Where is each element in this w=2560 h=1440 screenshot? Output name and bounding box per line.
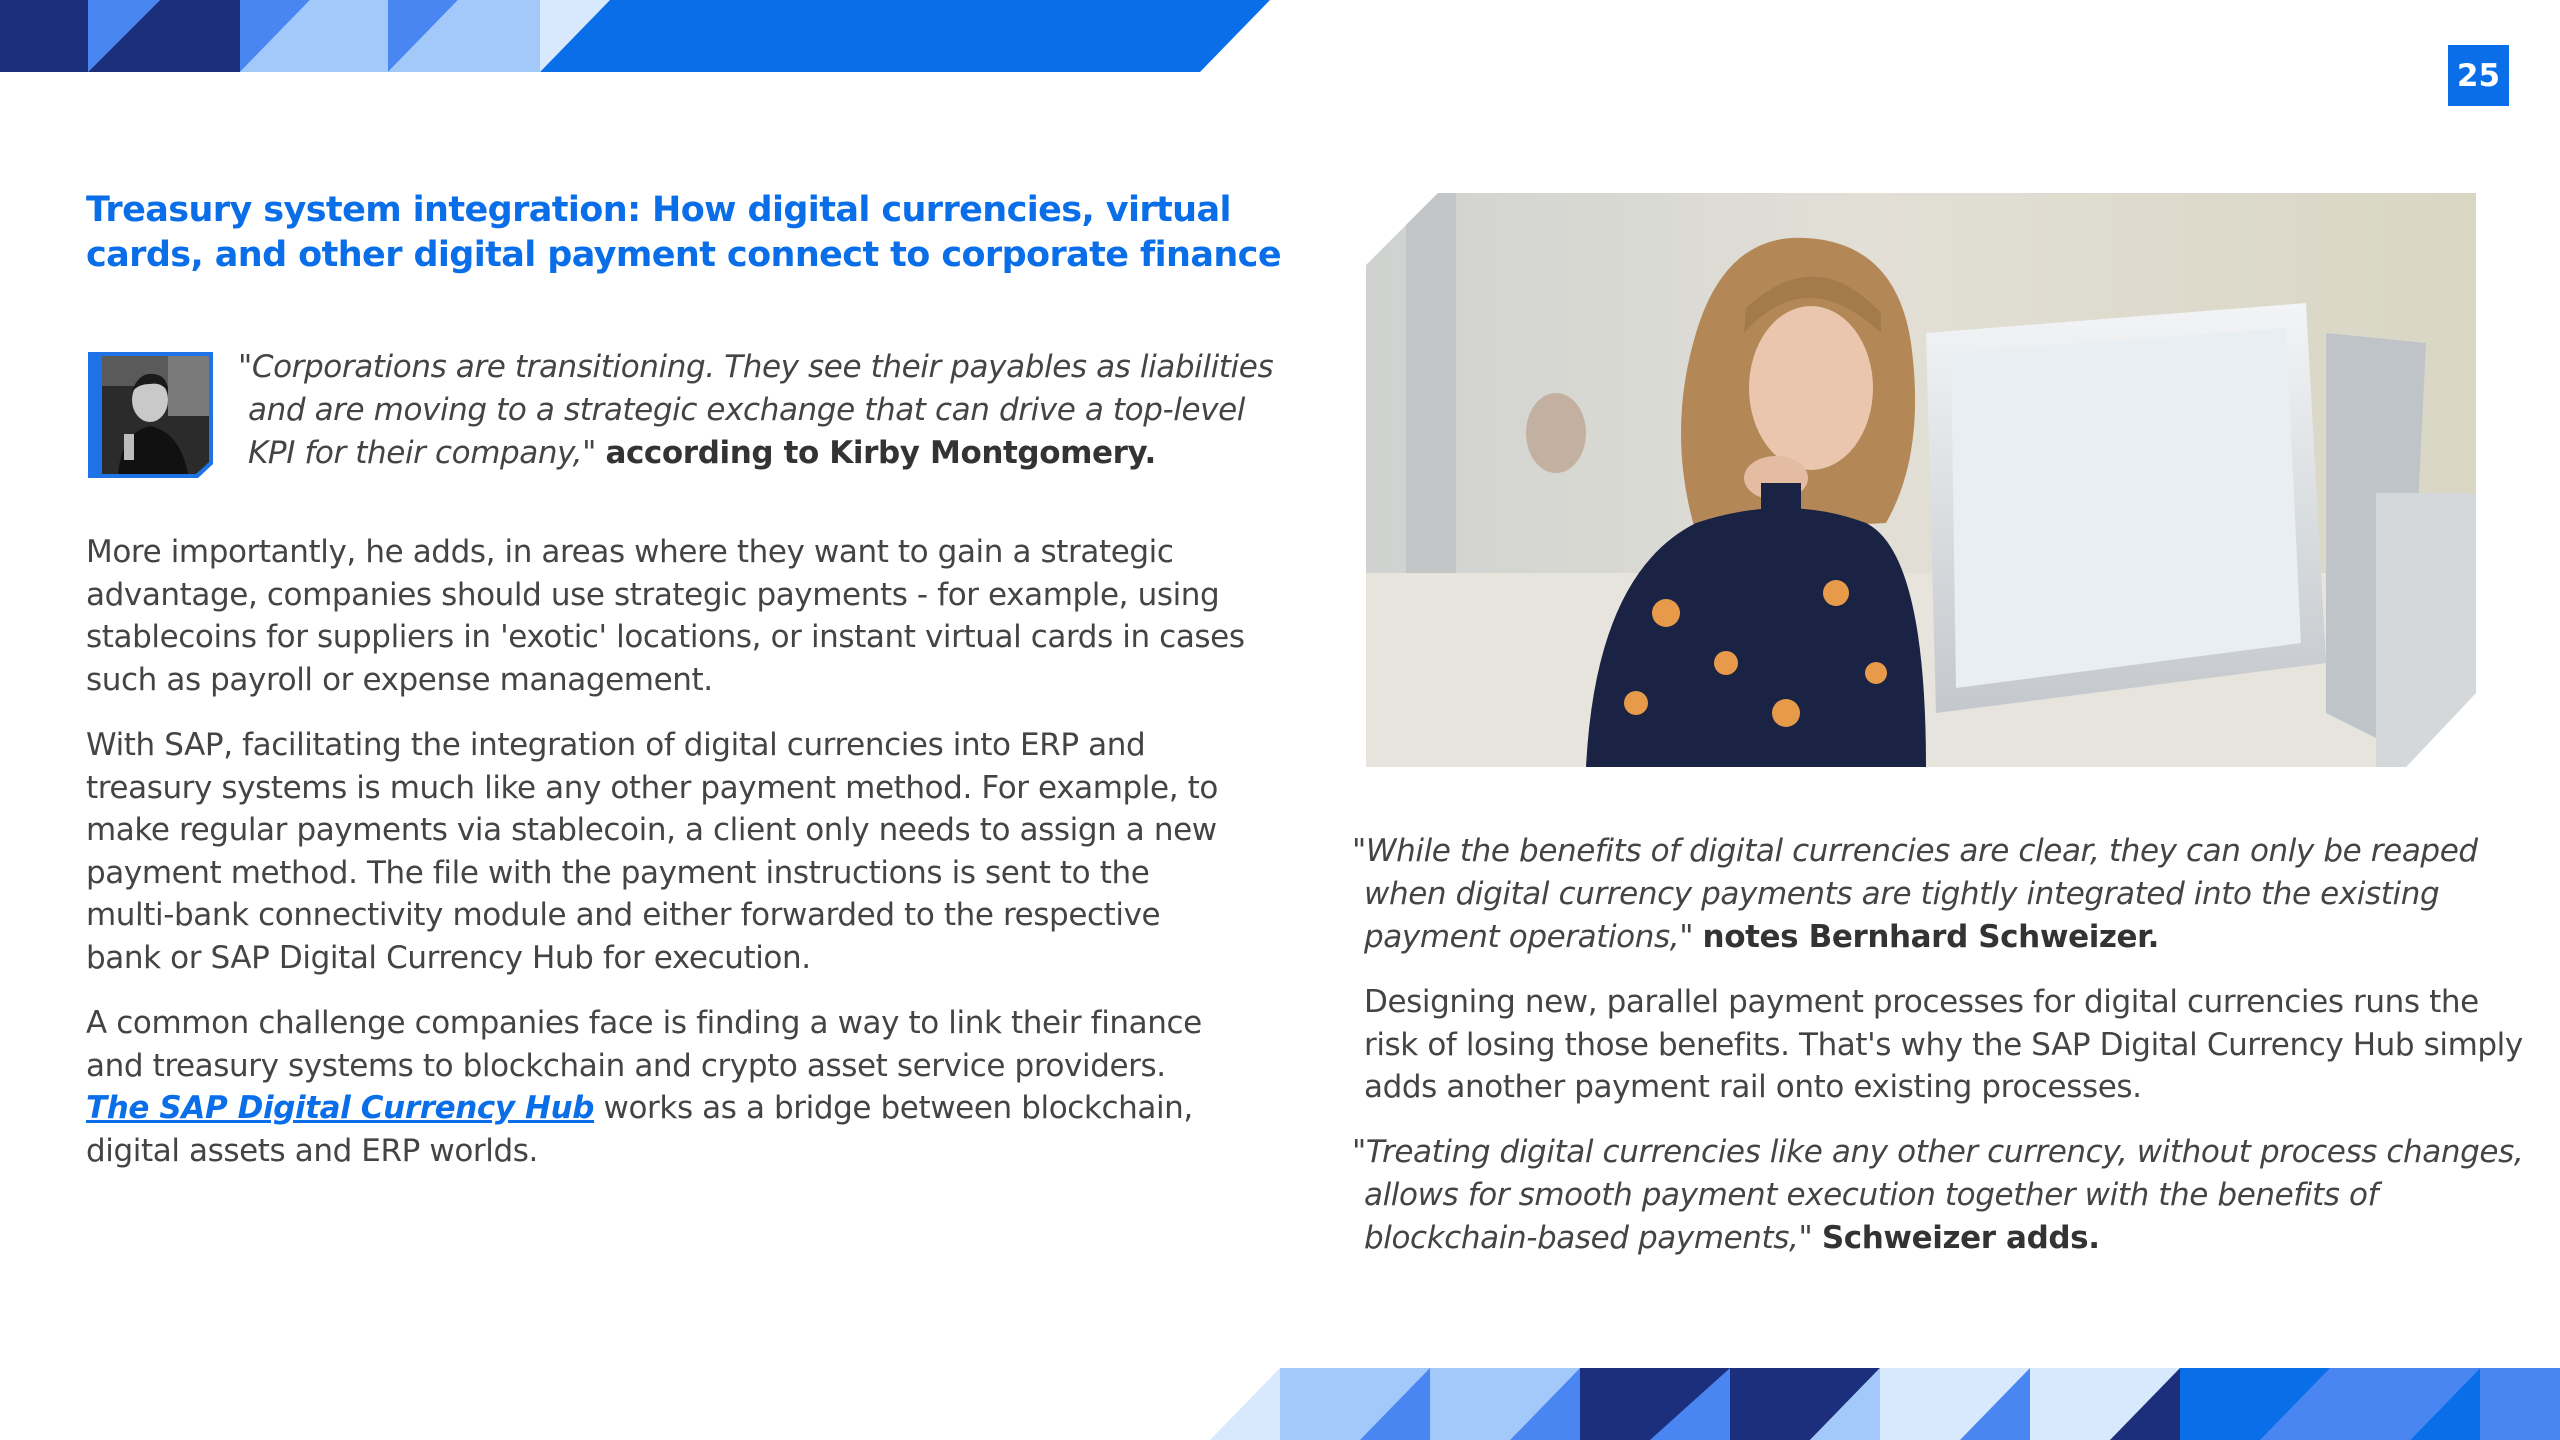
- quote-attribution: notes Bernhard Schweizer.: [1702, 919, 2160, 955]
- paragraph-line: Designing new, parallel payment processes for digital currencies runs the: [1364, 984, 2479, 1020]
- sap-digital-currency-hub-link[interactable]: The SAP Digital Currency Hub: [86, 1090, 595, 1126]
- paragraph-line: and treasury systems to blockchain and crypto asset service providers.: [86, 1047, 1166, 1084]
- page-title: [86, 188, 1281, 278]
- quote-line: [1352, 916, 2512, 959]
- paragraph-line: payment method. The file with the payment instructions is sent to the: [86, 854, 1150, 891]
- paragraph-line: multi-bank connectivity module and either forwarded to the respective: [86, 897, 1161, 933]
- quote-line: [1352, 1217, 2552, 1260]
- quote-text: payment operations,": [1364, 919, 1694, 955]
- paragraph-text: works as a bridge between blockchain,: [594, 1090, 1193, 1126]
- page-number: 25: [2448, 45, 2509, 106]
- paragraph-line: digital assets and ERP worlds.: [86, 1132, 538, 1169]
- paragraph-line: make regular payments via stablecoin, a client only needs to assign a new: [86, 812, 1217, 848]
- paragraph-sap-integration: [86, 724, 1246, 979]
- quote-schweizer-adds: [1352, 1131, 2552, 1260]
- speaker-portrait-image: [88, 352, 213, 478]
- quote-line: and are moving to a strategic exchange that can drive a top-level: [248, 392, 1246, 428]
- woman-at-computer-photo: [1366, 193, 2476, 767]
- paragraph-line: advantage, companies should use strategic payments - for example, using: [86, 576, 1220, 613]
- quote-line: "While the benefits of digital currencies are clear, they can only be reaped: [1352, 833, 2478, 869]
- quote-line: "Treating digital currencies like any other currency, without process changes,: [1352, 1134, 2524, 1170]
- page-title-line-1: Treasury system integration: How digital currencies, virtual: [86, 190, 1231, 230]
- paragraph-line: treasury systems is much like any other payment method. For example, to: [86, 769, 1218, 806]
- paragraph-line: adds another payment rail onto existing processes.: [1364, 1069, 2142, 1105]
- quote-text: KPI for their company,": [248, 435, 596, 471]
- paragraph-line: bank or SAP Digital Currency Hub for execution.: [86, 939, 811, 976]
- quote-attribution: Schweizer adds.: [1821, 1220, 2100, 1256]
- quote-attribution: according to Kirby Montgomery.: [605, 435, 1156, 471]
- paragraph-line: [86, 1087, 1246, 1130]
- paragraph-line: A common challenge companies face is finding a way to link their finance: [86, 1005, 1202, 1041]
- page-title-line-2: cards, and other digital payment connect to corporate finance: [86, 235, 1281, 275]
- quote-line: allows for smooth payment execution together with the benefits of: [1364, 1177, 2379, 1213]
- quote-bernhard-schweizer: [1352, 830, 2512, 959]
- paragraph-line: More importantly, he adds, in areas where they want to gain a strategic: [86, 534, 1174, 570]
- top-decorative-band: [0, 0, 1280, 74]
- quote-line: [238, 432, 1258, 475]
- paragraph-strategic-payments: [86, 531, 1246, 701]
- paragraph-line: stablecoins for suppliers in 'exotic' locations, or instant virtual cards in cases: [86, 619, 1245, 655]
- quote-line: when digital currency payments are tightly integrated into the existing: [1364, 876, 2440, 912]
- quote-kirby-montgomery: [238, 346, 1274, 475]
- paragraph-blockchain-bridge: [86, 1002, 1246, 1172]
- paragraph-parallel-processes: [1364, 981, 2524, 1109]
- quote-text: blockchain-based payments,": [1364, 1220, 1813, 1256]
- paragraph-line: such as payroll or expense management.: [86, 661, 713, 698]
- paragraph-line: With SAP, facilitating the integration of digital currencies into ERP and: [86, 727, 1146, 763]
- paragraph-line: risk of losing those benefits. That's why the SAP Digital Currency Hub simply: [1364, 1026, 2523, 1063]
- bottom-decorative-band: [1210, 1368, 2560, 1440]
- quote-line: "Corporations are transitioning. They see their payables as liabilities: [238, 349, 1274, 385]
